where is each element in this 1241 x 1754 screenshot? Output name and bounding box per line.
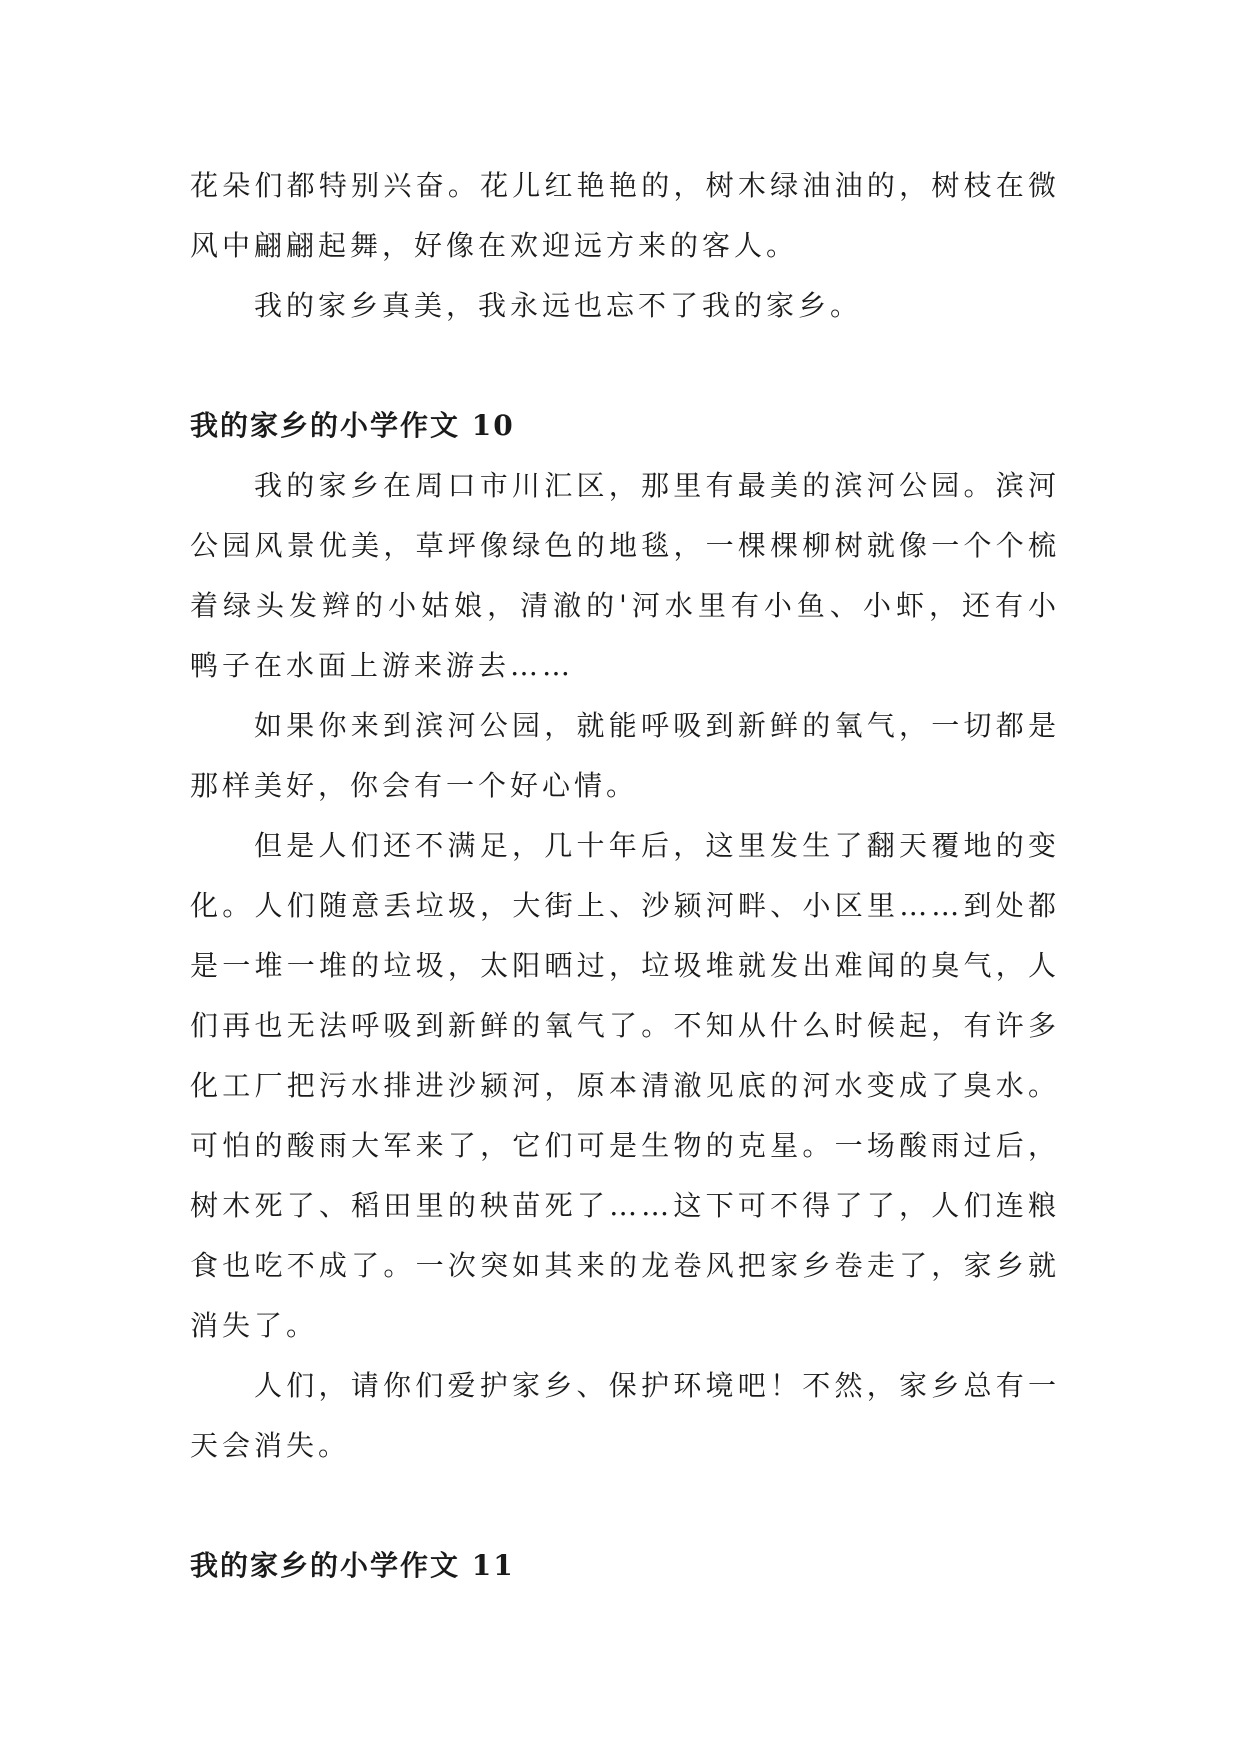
paragraph: 人们，请你们爱护家乡、保护环境吧！不然，家乡总有一天会消失。 [190, 1369, 1060, 1462]
paragraph: 如果你来到滨河公园，就能呼吸到新鲜的氧气，一切都是那样美好，你会有一个好心情。 [190, 709, 1060, 802]
section-title-11: 我的家乡的小学作文 11 [190, 1549, 515, 1582]
paragraph: 我的家乡在周口市川汇区，那里有最美的滨河公园。滨河公园风景优美，草坪像绿色的地毯，一棵棵柳树就像一个个梳着绿头发辫的小姑娘，清澈的'河水里有小鱼、小虾，还有小鸭子在水面上游来游去…… [190, 469, 1060, 682]
section-title-10: 我的家乡的小学作文 10 [190, 409, 515, 442]
paragraph-continued: 花朵们都特别兴奋。花儿红艳艳的，树木绿油油的，树枝在微风中翩翩起舞，好像在欢迎远方来的客人。 [190, 169, 1060, 262]
section-gap [190, 1476, 1060, 1536]
paragraph: 但是人们还不满足，几十年后，这里发生了翻天覆地的变化。人们随意丢垃圾，大街上、沙颍河畔、小区里……到处都是一堆一堆的垃圾，太阳晒过，垃圾堆就发出难闻的臭气，人们再也无法呼吸到新鲜的氧气了。不知从什么时候起，有许多化工厂把污水排进沙颍河，原本清澈见底的河水变成了臭水。可怕的酸雨大军来了，它们可是生物的克星。一场酸雨过后，树木死了、稻田里的秧苗死了……这下可不得了了，人们连粮食也吃不成了。一次突如其来的龙卷风把家乡卷走了，家乡就消失了。 [190, 829, 1060, 1342]
section-gap [190, 336, 1060, 396]
paragraph: 我的家乡真美，我永远也忘不了我的家乡。 [254, 289, 863, 322]
document-body [190, 156, 1060, 1596]
